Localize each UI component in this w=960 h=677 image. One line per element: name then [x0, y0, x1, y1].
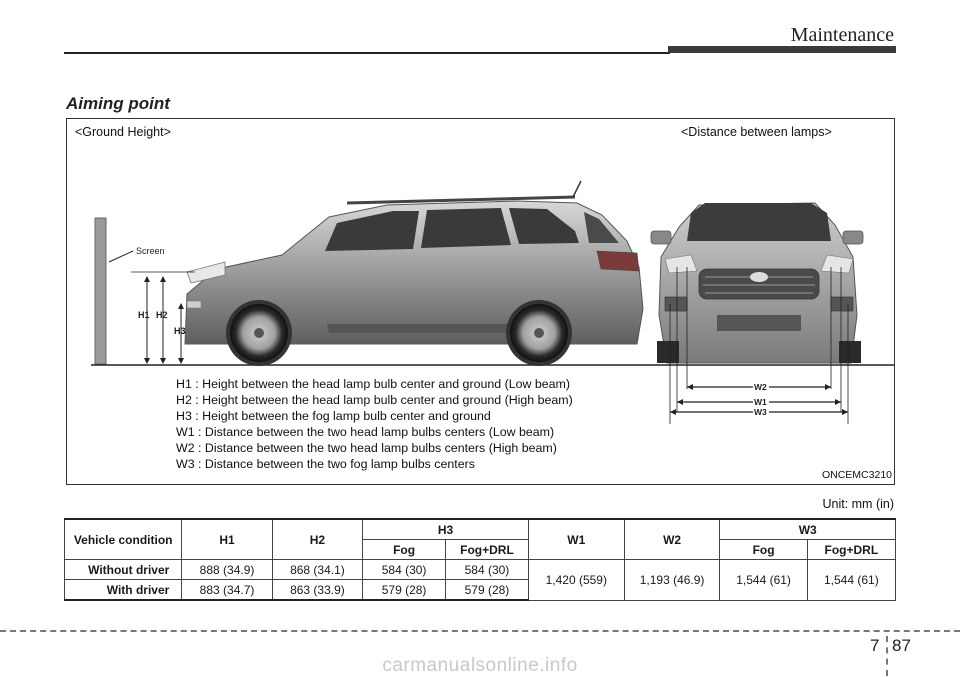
header-w3: W3 — [720, 519, 896, 540]
header-vehicle-condition: Vehicle condition — [65, 519, 182, 560]
cell-w3-fog-drl: 1,544 (61) — [807, 560, 895, 601]
w3-label: W3 — [754, 407, 767, 417]
screen-label: Screen — [136, 246, 165, 256]
header-h3: H3 — [363, 519, 529, 540]
cell-h3-fog-drl: 584 (30) — [446, 560, 529, 580]
cell-h2: 868 (34.1) — [272, 560, 362, 580]
header-w1: W1 — [528, 519, 624, 560]
w1-label: W1 — [754, 397, 767, 407]
h2-label: H2 — [156, 310, 168, 320]
cell-w3-fog: 1,544 (61) — [720, 560, 807, 601]
legend-h2: H2 : Height between the head lamp bulb center and ground (High beam) — [176, 392, 573, 407]
cell-h1: 883 (34.7) — [182, 580, 272, 601]
ground-height-label: <Ground Height> — [75, 125, 171, 139]
header-w3-fog-drl: Fog+DRL — [807, 540, 895, 560]
table-row — [65, 560, 896, 580]
car-side-view — [185, 181, 643, 366]
row-condition: Without driver — [65, 560, 182, 580]
header-h1: H1 — [182, 519, 272, 560]
cell-h1: 888 (34.9) — [182, 560, 272, 580]
header-rule — [64, 52, 670, 54]
header-w2: W2 — [624, 519, 720, 560]
cell-h3-fog-drl: 579 (28) — [446, 580, 529, 601]
legend-h1: H1 : Height between the head lamp bulb center and ground (Low beam) — [176, 377, 570, 391]
chapter-number: 7 — [870, 636, 880, 655]
legend-h3: H3 : Height between the fog lamp bulb center and ground — [176, 408, 491, 423]
watermark: carmanualsonline.info — [382, 655, 578, 676]
header-h2: H2 — [272, 519, 362, 560]
legend-w1: W1 : Distance between the two head lamp bulbs centers (Low beam) — [176, 424, 555, 439]
legend-w2: W2 : Distance between the two head lamp bulbs centers (High beam) — [176, 440, 557, 455]
lamp-distance-label: <Distance between lamps> — [681, 125, 832, 139]
screen-wall — [95, 218, 165, 364]
cell-w2: 1,193 (46.9) — [624, 560, 720, 601]
unit-note: Unit: mm (in) — [822, 497, 894, 511]
cell-h2: 863 (33.9) — [272, 580, 362, 601]
section-title: Maintenance — [790, 24, 894, 46]
header-rule-accent — [668, 46, 896, 53]
figure-code: ONCEMC3210 — [821, 469, 892, 481]
aiming-spec-table — [64, 518, 896, 601]
h3-label: H3 — [174, 326, 186, 336]
cell-h3-fog: 579 (28) — [363, 580, 446, 601]
height-indicators — [131, 272, 195, 364]
header-h3-fog-drl: Fog+DRL — [446, 540, 529, 560]
page-number: 87 — [892, 636, 911, 655]
h1-label: H1 — [138, 310, 150, 320]
dimension-legend — [176, 377, 573, 472]
legend-w3: W3 : Distance between the two fog lamp bulbs centers — [176, 456, 475, 471]
row-condition: With driver — [65, 580, 182, 601]
footer-rule — [0, 630, 960, 632]
header-w3-fog: Fog — [720, 540, 807, 560]
w2-label: W2 — [754, 382, 767, 392]
page-subtitle: Aiming point — [66, 94, 170, 113]
cell-h3-fog: 584 (30) — [363, 560, 446, 580]
header-h3-fog: Fog — [363, 540, 446, 560]
cell-w1: 1,420 (559) — [528, 560, 624, 601]
